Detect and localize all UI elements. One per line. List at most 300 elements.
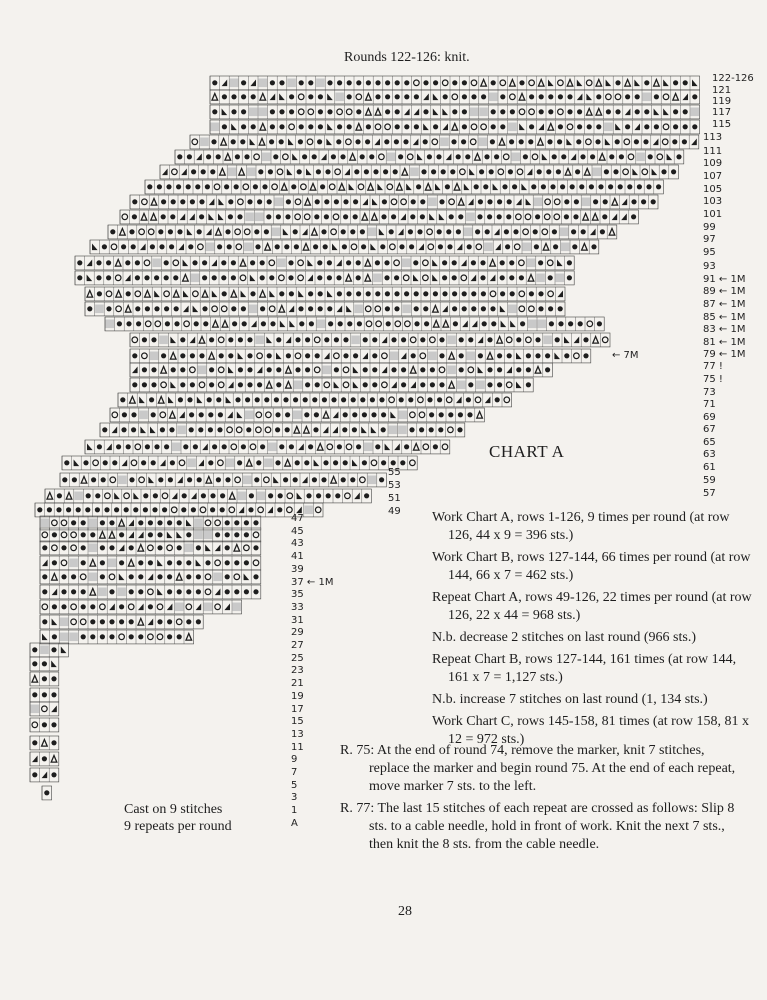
chart-row (118, 393, 512, 407)
right-decrease-symbol (132, 367, 138, 374)
knit-symbol (510, 109, 515, 114)
yarn-over-symbol (287, 507, 293, 513)
no-stitch-symbol (259, 108, 268, 117)
knit-symbol (241, 124, 246, 129)
no-stitch-symbol (255, 213, 264, 222)
knit-symbol (336, 139, 341, 144)
knit-symbol (327, 260, 332, 265)
right-decrease-symbol (462, 321, 468, 328)
double-decrease-symbol (565, 169, 571, 176)
knit-symbol (625, 94, 630, 99)
yarn-over-symbol (100, 604, 106, 610)
knit-symbol (100, 560, 105, 565)
row-label-lower: 37 ← 1M (291, 576, 334, 588)
no-stitch-symbol (399, 411, 408, 420)
knit-symbol (129, 229, 134, 234)
knit-symbol (143, 493, 148, 498)
knit-symbol (186, 619, 191, 624)
knit-symbol (509, 275, 514, 280)
chart-row (85, 440, 450, 454)
knit-symbol (131, 244, 136, 249)
no-stitch-symbol (402, 259, 411, 268)
knit-symbol (682, 139, 687, 144)
knit-symbol (414, 291, 419, 296)
left-decrease-symbol (297, 493, 303, 500)
no-stitch-symbol (275, 198, 284, 207)
no-stitch-symbol (95, 305, 104, 314)
left-decrease-symbol (187, 229, 193, 236)
knit-symbol (490, 306, 495, 311)
yarn-over-symbol (131, 460, 137, 466)
instruction-item: Work Chart B, rows 127-144, 66 times per round (at row 144, 66 x 7 = 462 sts.) (432, 550, 751, 583)
knit-symbol (596, 124, 601, 129)
no-stitch-symbol (512, 153, 521, 162)
yarn-over-symbol (215, 520, 221, 526)
knit-symbol (268, 169, 273, 174)
row-label-lower: 17 (291, 703, 304, 715)
knit-symbol (173, 275, 178, 280)
double-decrease-symbol (497, 337, 503, 344)
yarn-over-symbol (295, 353, 301, 359)
yarn-over-symbol (240, 275, 246, 281)
yarn-over-symbol (529, 80, 535, 86)
no-stitch-symbol (484, 243, 493, 252)
knit-symbol (356, 109, 361, 114)
yarn-over-symbol (289, 124, 295, 130)
right-decrease-symbol (307, 275, 313, 282)
no-stitch-symbol (228, 168, 237, 177)
no-stitch-symbol (410, 168, 419, 177)
knit-symbol (550, 184, 555, 189)
knit-symbol (257, 382, 262, 387)
chart-row (210, 90, 700, 104)
no-stitch-symbol (476, 381, 485, 390)
double-decrease-symbol (285, 460, 291, 467)
double-decrease-symbol (260, 291, 266, 298)
no-stitch-symbol (74, 492, 83, 501)
yarn-over-symbol (432, 139, 438, 145)
right-decrease-symbol (456, 397, 462, 404)
left-decrease-symbol (87, 444, 93, 451)
right-decrease-symbol (302, 477, 308, 484)
knit-symbol (541, 184, 546, 189)
knit-symbol (431, 169, 436, 174)
knit-symbol (277, 507, 282, 512)
knit-symbol (480, 275, 485, 280)
knit-symbol (238, 337, 243, 342)
yarn-over-symbol (490, 291, 496, 297)
knit-symbol (244, 154, 249, 159)
knit-symbol (452, 109, 457, 114)
knit-symbol (420, 382, 425, 387)
knit-symbol (106, 260, 111, 265)
left-decrease-symbol (542, 154, 548, 161)
knit-symbol (447, 244, 452, 249)
knit-symbol (475, 229, 480, 234)
knit-symbol (257, 199, 262, 204)
left-decrease-symbol (469, 169, 475, 176)
left-decrease-symbol (346, 306, 352, 313)
yarn-over-symbol (32, 722, 38, 728)
knit-symbol (129, 574, 134, 579)
knit-symbol (324, 337, 329, 342)
yarn-over-symbol (343, 382, 349, 388)
chart-row (110, 408, 484, 422)
no-stitch-symbol (543, 336, 552, 345)
knit-symbol (343, 412, 348, 417)
page-number: 28 (398, 904, 412, 919)
cast-on-line: Cast on 9 stitches (124, 802, 223, 817)
double-decrease-symbol (130, 397, 136, 404)
knit-symbol (509, 139, 514, 144)
double-decrease-symbol (170, 412, 176, 419)
knit-symbol (545, 353, 550, 358)
no-stitch-symbol (556, 274, 565, 283)
double-decrease-symbol (100, 532, 106, 539)
knit-symbol (174, 306, 179, 311)
knit-symbol (180, 199, 185, 204)
knit-symbol (260, 306, 265, 311)
knit-symbol (439, 382, 444, 387)
knit-symbol (523, 154, 528, 159)
yarn-over-symbol (61, 520, 67, 526)
knit-symbol (487, 367, 492, 372)
knit-symbol (545, 367, 550, 372)
knit-symbol (644, 124, 649, 129)
double-decrease-symbol (183, 275, 189, 282)
row-label-upper: 83 ← 1M (703, 324, 746, 335)
knit-symbol (164, 275, 169, 280)
knit-symbol (409, 244, 414, 249)
double-decrease-symbol (339, 184, 345, 191)
knit-symbol (203, 321, 208, 326)
knit-symbol (96, 260, 101, 265)
knit-symbol (335, 493, 340, 498)
no-stitch-symbol (41, 519, 50, 528)
double-decrease-symbol (234, 545, 240, 552)
yarn-over-symbol (221, 306, 227, 312)
knit-symbol (395, 94, 400, 99)
no-stitch-symbol (204, 603, 213, 612)
left-decrease-symbol (273, 477, 279, 484)
right-decrease-symbol (404, 109, 410, 116)
yarn-over-symbol (642, 169, 648, 175)
knit-symbol (533, 229, 538, 234)
knit-symbol (654, 124, 659, 129)
row-label-lower: 3 (291, 792, 298, 804)
knit-symbol (342, 427, 347, 432)
double-decrease-symbol (260, 124, 266, 131)
no-stitch-symbol (245, 213, 254, 222)
yarn-over-symbol (519, 260, 525, 266)
knit-symbol (400, 460, 405, 465)
yarn-over-symbol (395, 321, 401, 327)
knit-symbol (480, 260, 485, 265)
double-decrease-symbol (425, 184, 431, 191)
knit-symbol (547, 139, 552, 144)
no-stitch-symbol (194, 519, 203, 528)
yarn-over-symbol (110, 477, 116, 483)
row-75-marker-label: ← 7M (612, 350, 639, 361)
knit-symbol (604, 169, 609, 174)
knit-symbol (372, 382, 377, 387)
knit-symbol (143, 507, 148, 512)
knit-symbol (90, 604, 95, 609)
knit-symbol (308, 124, 313, 129)
knit-symbol (225, 574, 230, 579)
left-decrease-symbol (176, 532, 182, 539)
right-decrease-symbol (228, 382, 234, 389)
no-stitch-symbol (534, 198, 543, 207)
knit-symbol (576, 139, 581, 144)
no-stitch-symbol (691, 108, 700, 117)
yarn-over-symbol (266, 412, 272, 418)
left-decrease-symbol (564, 337, 570, 344)
knit-symbol (269, 275, 274, 280)
knit-symbol (299, 321, 304, 326)
knit-symbol (393, 169, 398, 174)
knit-symbol (210, 493, 215, 498)
left-decrease-symbol (276, 353, 282, 360)
knit-symbol (375, 444, 380, 449)
knit-symbol (500, 275, 505, 280)
row-label-upper: 95 (703, 247, 716, 258)
knit-symbol (238, 367, 243, 372)
left-decrease-symbol (663, 80, 669, 87)
knit-symbol (267, 199, 272, 204)
knit-symbol (379, 397, 384, 402)
knit-symbol (439, 412, 444, 417)
no-stitch-symbol (316, 79, 325, 88)
knit-symbol (437, 229, 442, 234)
yarn-over-symbol (295, 214, 301, 220)
knit-symbol (462, 291, 467, 296)
knit-symbol (372, 367, 377, 372)
yarn-over-symbol (148, 545, 154, 551)
yarn-over-symbol (446, 397, 452, 403)
knit-symbol (234, 589, 239, 594)
right-decrease-symbol (577, 94, 583, 101)
knit-symbol (192, 260, 197, 265)
yarn-over-symbol (115, 275, 121, 281)
right-decrease-symbol (167, 604, 173, 611)
yarn-over-symbol (148, 229, 154, 235)
knit-symbol (51, 692, 56, 697)
knit-symbol (81, 532, 86, 537)
knit-symbol (423, 306, 428, 311)
knit-symbol (264, 397, 269, 402)
knit-symbol (414, 124, 419, 129)
right-decrease-symbol (612, 214, 618, 221)
knit-symbol (452, 80, 457, 85)
yarn-over-symbol (71, 532, 77, 538)
chart-row (145, 180, 663, 194)
knit-symbol (221, 275, 226, 280)
chart-row (75, 271, 574, 285)
no-stitch-symbol (643, 93, 652, 102)
knit-symbol (548, 94, 553, 99)
yarn-over-symbol (218, 460, 224, 466)
knit-symbol (568, 321, 573, 326)
knit-symbol (250, 291, 255, 296)
chart-row (45, 489, 371, 503)
knit-symbol (548, 275, 553, 280)
knit-symbol (673, 124, 678, 129)
yarn-over-symbol (382, 382, 388, 388)
left-decrease-symbol (423, 124, 429, 131)
yarn-over-symbol (214, 184, 220, 190)
knit-symbol (298, 139, 303, 144)
right-decrease-symbol (215, 545, 221, 552)
knit-symbol (384, 260, 389, 265)
knit-symbol (253, 545, 258, 550)
double-decrease-symbol (350, 154, 356, 161)
knit-symbol (500, 94, 505, 99)
right-decrease-symbol (183, 306, 189, 313)
double-decrease-symbol (654, 80, 660, 87)
no-stitch-symbol (150, 352, 159, 361)
yarn-over-symbol (468, 367, 474, 373)
knit-symbol (579, 184, 584, 189)
yarn-over-symbol (218, 382, 224, 388)
knit-symbol (625, 124, 630, 129)
double-decrease-symbol (584, 169, 590, 176)
knit-symbol (327, 275, 332, 280)
knit-symbol (357, 321, 362, 326)
knit-symbol (395, 109, 400, 114)
knit-symbol (167, 619, 172, 624)
knit-symbol (516, 367, 521, 372)
row-label-upper: 105 (703, 184, 723, 195)
left-decrease-symbol (193, 306, 199, 313)
knit-symbol (132, 199, 137, 204)
knit-symbol (452, 260, 457, 265)
knit-symbol (321, 229, 326, 234)
yarn-over-symbol (116, 306, 122, 312)
knit-symbol (32, 740, 37, 745)
double-decrease-symbol (229, 493, 235, 500)
no-stitch-symbol (185, 544, 194, 553)
knit-symbol (119, 619, 124, 624)
knit-symbol (535, 214, 540, 219)
no-stitch-symbol (31, 705, 40, 714)
right-decrease-symbol (190, 337, 196, 344)
double-decrease-symbol (66, 493, 72, 500)
yarn-over-symbol (379, 154, 385, 160)
knit-symbol (190, 382, 195, 387)
knit-symbol (222, 124, 227, 129)
knit-symbol (151, 367, 156, 372)
knit-symbol (423, 291, 428, 296)
no-stitch-symbol (211, 123, 220, 132)
yarn-over-symbol (112, 412, 118, 418)
knit-symbol (170, 214, 175, 219)
knit-symbol (136, 321, 141, 326)
knit-symbol (468, 337, 473, 342)
left-decrease-symbol (119, 574, 125, 581)
yarn-over-symbol (164, 291, 170, 297)
right-decrease-symbol (468, 199, 474, 206)
row-label-upper: 79 ← 1M (703, 349, 746, 360)
double-decrease-symbol (323, 412, 329, 419)
knit-symbol (631, 214, 636, 219)
knit-symbol (429, 412, 434, 417)
knit-symbol (356, 444, 361, 449)
yarn-over-symbol (212, 306, 218, 312)
knit-symbol (526, 353, 531, 358)
knit-symbol (283, 477, 288, 482)
no-stitch-symbol (447, 336, 456, 345)
row-label-upper: 87 ← 1M (703, 299, 746, 310)
knit-symbol (560, 184, 565, 189)
top-caption: Rounds 122-126: knit. (344, 50, 470, 65)
knit-symbol (317, 139, 322, 144)
knit-symbol (548, 109, 553, 114)
no-stitch-symbol (317, 320, 326, 329)
knit-symbol (231, 109, 236, 114)
knit-symbol (364, 493, 369, 498)
left-decrease-symbol (133, 493, 139, 500)
left-decrease-symbol (237, 412, 243, 419)
knit-symbol (234, 520, 239, 525)
yarn-over-symbol (272, 184, 278, 190)
row-label-lower: 1 (291, 805, 298, 817)
knit-symbol (312, 477, 317, 482)
knit-symbol (366, 291, 371, 296)
knit-symbol (644, 109, 649, 114)
knit-symbol (404, 124, 409, 129)
left-decrease-symbol (353, 367, 359, 374)
left-decrease-symbol (208, 214, 214, 221)
instruction-note: N.b. increase 7 stitches on last round (1, 134 sts.) (432, 692, 708, 707)
double-decrease-symbol (161, 367, 167, 374)
knit-symbol (132, 353, 137, 358)
yarn-over-symbol (504, 397, 510, 403)
knit-symbol (190, 353, 195, 358)
double-decrease-symbol (413, 444, 419, 451)
knit-symbol (578, 321, 583, 326)
double-decrease-symbol (375, 109, 381, 116)
yarn-over-symbol (71, 545, 77, 551)
right-decrease-symbol (198, 460, 204, 467)
knit-symbol (154, 306, 159, 311)
no-stitch-symbol (538, 320, 547, 329)
yarn-over-symbol (287, 493, 293, 499)
row-label-lower: A (291, 817, 298, 829)
double-decrease-symbol (366, 94, 372, 101)
knit-symbol (216, 397, 221, 402)
knit-symbol (370, 397, 375, 402)
no-stitch-symbol (272, 228, 281, 237)
double-decrease-symbol (266, 382, 272, 389)
knit-symbol (279, 109, 284, 114)
left-decrease-symbol (157, 589, 163, 596)
knit-symbol (519, 139, 524, 144)
knit-symbol (276, 382, 281, 387)
knit-symbol (394, 306, 399, 311)
knit-symbol (500, 124, 505, 129)
knit-symbol (293, 397, 298, 402)
knit-symbol (158, 229, 163, 234)
no-stitch-symbol (255, 336, 264, 345)
right-decrease-symbol (418, 244, 424, 251)
knit-symbol (42, 692, 47, 697)
knit-symbol (85, 507, 90, 512)
knit-symbol (52, 532, 57, 537)
knit-symbol (366, 80, 371, 85)
right-decrease-symbol (128, 532, 134, 539)
knit-symbol (327, 80, 332, 85)
